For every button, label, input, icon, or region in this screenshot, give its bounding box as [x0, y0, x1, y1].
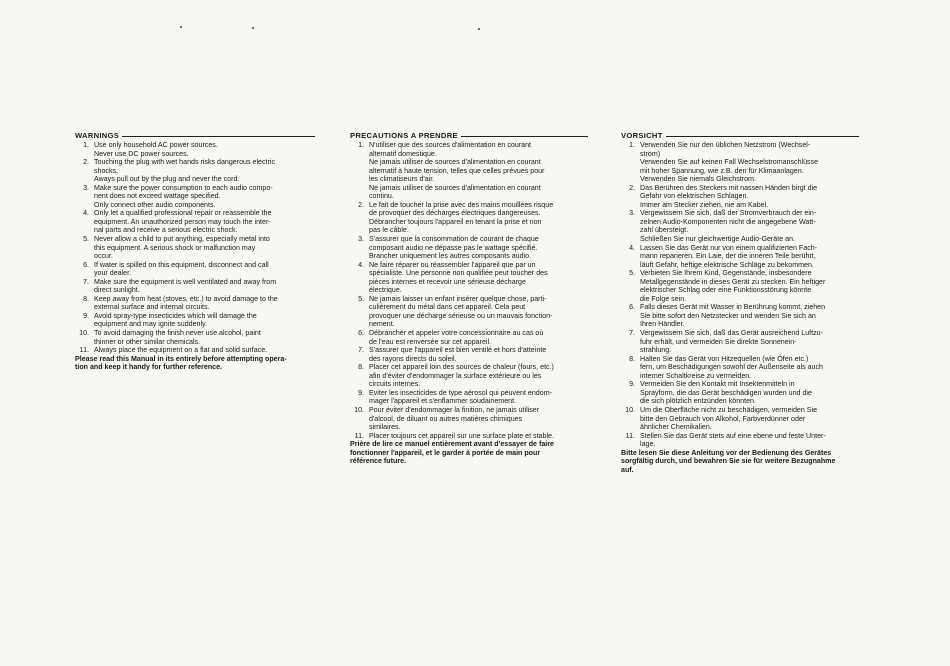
precautions-heading	[350, 131, 588, 140]
list-item	[621, 141, 859, 184]
item-text: Placer toujours cet appareil sur une surface plate et stable.	[369, 431, 554, 440]
heading-rule	[666, 136, 859, 137]
item-number: 11.	[354, 431, 364, 440]
list-item	[75, 295, 315, 312]
list-item	[621, 355, 859, 381]
item-text: Falls dieses Gerät mit Wasser in Berührung kommt, ziehen Sie bitte sofort den Netzstecker und wenden Sie sich an Ihren Händler.	[640, 303, 826, 329]
warnings-heading	[75, 131, 315, 140]
item-text: Make sure the power consumption to each audio compo- nent does not exceed wattage specified. Only connect other audio components.	[94, 183, 273, 209]
item-text: S'assurer que l'appareil est bien ventilé et hors d'atteinte des rayons directs du soleil.	[369, 346, 547, 363]
list-item	[621, 269, 859, 303]
vorsicht-closing-note: Bitte lesen Sie diese Anleitung vor der Bedienung des Gerätes sorgfältig durch, und bewahren Sie sie für weitere Bezugnahme auf.	[621, 448, 836, 474]
list-item	[350, 432, 588, 441]
item-text: Avoid spray-type insecticides which will damage the equipment and may ignite suddenly.	[94, 311, 257, 329]
item-number: 7.	[629, 329, 635, 338]
list-item	[621, 244, 859, 270]
item-text: Ne jamais laisser un enfant insérer quelque chose, parti- culièrement du métal dans cet appareil. Cela peut provoquer une décharge sérieuse ou un mauvais fonction- nement.	[369, 294, 553, 329]
item-number: 9.	[629, 380, 635, 389]
item-number: 8.	[629, 354, 635, 363]
scan-speck	[478, 28, 480, 30]
item-number: 5.	[358, 294, 364, 303]
item-text: Vermeiden Sie den Kontakt mit Insektenmitteln in Sprayform, die das Gerät beschädigen wurden und die die sich plötzlich entzünden könnten.	[640, 380, 812, 406]
item-text: Débrancher et appeler votre concessionnaire au cas où de l'eau est renversée sur cet appareil.	[369, 329, 544, 346]
list-item	[350, 363, 588, 389]
list-item	[350, 295, 588, 329]
item-number: 10.	[625, 405, 635, 414]
list-item	[75, 261, 315, 278]
list-item	[350, 235, 588, 261]
item-number: 11.	[625, 431, 635, 440]
list-item	[621, 380, 859, 406]
list-item	[75, 158, 315, 184]
item-number: 2.	[358, 200, 364, 209]
item-number: 5.	[83, 235, 89, 244]
list-item	[621, 184, 859, 210]
item-number: 3.	[83, 183, 89, 192]
list-item	[350, 406, 588, 432]
precautions-title: PRECAUTIONS A PRENDRE	[350, 131, 458, 140]
list-item	[75, 346, 315, 355]
list-item	[621, 303, 859, 329]
item-text: Placer cet appareil loin des sources de chaleur (fours, etc.) afin d'éviter d'endommager la surface extérieure ou les circuits internes.	[369, 363, 554, 389]
vorsicht-heading	[621, 131, 859, 140]
list-item	[75, 141, 315, 158]
item-text: Das Berühren des Steckers mit nassen Händen birgt die Gefahr von elektrischen Schlagen. Immer am Stecker ziehen, nie am Kabel.	[640, 183, 818, 209]
item-text: Halten Sie das Gerät von Hitzequellen (wie Öfen etc.) fern, um Beschädigungen sowohl der Außenseite als auch interner Schaltkreise zu vermeiden.	[640, 354, 823, 380]
item-text: Verbieten Sie Ihrem Kind, Gegenstände, insbesondere Metallgegenstände in dieses Gerät zu stecken. Ein heftiger elektrischer Schlag oder eine Funktionsstörung könnte die Folge sein.	[640, 269, 826, 303]
item-text: Le fait de toucher la prise avec des mains mouillées risque de provoquer des décharges électriques dangereuses. Débrancher toujours l'appareil en tenant la prise et non pas le câble.	[369, 200, 554, 235]
list-item	[75, 312, 315, 329]
item-number: 3.	[629, 209, 635, 218]
list-item	[75, 235, 315, 261]
item-number: 7.	[358, 346, 364, 355]
item-text: Verwenden Sie nur den üblichen Netzstrom (Wechsel- strom) Verwenden Sie auf keinen Fall Wechselstromanschlüsse mit hoher Spannung, wie z.B. den für Klimaanlagen. Verwenden Sie niemals Gleichstrom.	[640, 141, 819, 184]
item-number: 11.	[79, 346, 89, 355]
precautions-list	[350, 141, 588, 440]
item-text: Only let a qualified professional repair or reassemble the equipment. An unauthorized person may touch the inter- nal parts and receive a serious electric shock.	[94, 209, 272, 235]
item-text: Stellen Sie das Gerät stets auf eine ebene und feste Unter- lage.	[640, 431, 826, 449]
item-number: 4.	[358, 260, 364, 269]
item-number: 1.	[83, 141, 89, 149]
item-number: 4.	[629, 243, 635, 252]
item-number: 8.	[358, 363, 364, 372]
scan-speck	[252, 27, 254, 29]
vorsicht-title: VORSICHT	[621, 131, 663, 140]
list-item	[350, 329, 588, 346]
precautions-section	[350, 131, 588, 466]
list-item	[621, 432, 859, 449]
item-text: Ne faire réparer ou réassembler l'appareil que par un spécialiste. Une personne non qualifiée peut toucher des pièces internes et recevoir une sérieuse décharge électrique.	[369, 260, 548, 295]
item-text: Use only household AC power sources. Never use DC power sources.	[94, 141, 218, 158]
item-text: Vergewissern Sie sich, daß das Gerät ausreichend Luftzu- fuhr erhält, und vermeiden Sie direkte Sonnenein- strahlung.	[640, 329, 823, 355]
item-number: 10.	[354, 405, 364, 414]
item-text: Pour éviter d'endommager la finition, ne jamais utiliser d'alcool, de diluant ou autres matières chimiques similaires.	[369, 405, 540, 432]
item-text: To avoid damaging the finish never use alcohol, paint thinner or other similar chemicals.	[94, 329, 261, 346]
list-item	[350, 261, 588, 295]
list-item	[75, 184, 315, 210]
item-number: 9.	[358, 388, 364, 397]
item-number: 2.	[629, 183, 635, 192]
item-number: 6.	[358, 329, 364, 338]
item-number: 8.	[83, 294, 89, 303]
item-text: Lassen Sie das Gerät nur von einem qualifizierten Fach- mann reparieren. Ein Laie, der die inneren Teile berührt, läuft Gefahr, heftige elektrische Schläge zu bekommen.	[640, 243, 818, 269]
item-number: 7.	[83, 277, 89, 286]
item-text: Touching the plug with wet hands risks dangerous electric shocks. Aways pull out by the plug and never the cord.	[94, 158, 275, 184]
warnings-closing-note: Please read this Manual in its entirely before attempting opera- tion and keep it handy for further reference.	[75, 354, 287, 372]
item-number: 2.	[83, 158, 89, 167]
warnings-title: WARNINGS	[75, 131, 120, 140]
list-item	[350, 346, 588, 363]
item-text: Vergewissern Sie sich, daß der Stromverbrauch der ein- zelnen Audio-Komponenten nicht die angegebene Watt- zahl übersteigt. Schließen Sie nur gleichwertige Audio-Geräte an.	[640, 209, 817, 244]
list-item	[350, 201, 588, 235]
item-number: 1.	[358, 141, 364, 149]
list-item	[621, 209, 859, 243]
list-item	[75, 209, 315, 235]
item-text: Never allow a child to put anything, especially metal into this equipment. A serious shock or malfunction may occur.	[94, 235, 270, 261]
warnings-section	[75, 131, 315, 372]
item-text: Always place the equipment on a flat and solid surface.	[94, 346, 268, 355]
item-number: 6.	[629, 303, 635, 312]
item-text: S'assurer que la consommation de courant de chaque composant audio ne dépasse pas le wattage spécifié. Brancher uniquement les autres composants audio.	[369, 235, 539, 261]
list-item	[621, 406, 859, 432]
item-number: 6.	[83, 260, 89, 269]
vorsicht-list	[621, 141, 859, 449]
list-item	[350, 141, 588, 201]
item-text: If water is spilled on this equipment, disconnect and call your dealer.	[94, 260, 269, 278]
list-item	[75, 329, 315, 346]
heading-rule	[122, 136, 315, 137]
precautions-closing-note: Prière de lire ce manuel entièrement avant d'essayer de faire fonctionner l'appareil, et le garder à portée de main pour référence future.	[350, 440, 554, 466]
item-number: 5.	[629, 269, 635, 278]
item-number: 4.	[83, 209, 89, 218]
item-text: Keep away from heat (stoves, etc.) to avoid damage to the external surface and internal circuits.	[94, 294, 278, 312]
list-item	[75, 278, 315, 295]
item-text: Eviter les insecticides de type aérosol qui peuvent endom- mager l'appareil et s'enflammer soudainement.	[369, 388, 552, 406]
vorsicht-section	[621, 131, 859, 474]
item-number: 9.	[83, 311, 89, 320]
item-text: N'utiliser que des sources d'alimentation en courant alternatif domestique. Ne jamais utiliser de sources d'alimentation en courant alternatif à haute tension, telles que celles prévues pour les climatiseurs d'air. Ne jamais utiliser de sources d'alimentation en courant continu.	[369, 141, 545, 201]
item-number: 1.	[629, 141, 635, 149]
warnings-list	[75, 141, 315, 355]
item-text: Um die Oberfläche nicht zu beschädigen, vermeiden Sie bitte den Gebrauch von Alkohol, Farbverdünner oder ähnlicher Chemikalien.	[640, 405, 818, 432]
list-item	[621, 329, 859, 355]
list-item	[350, 389, 588, 406]
item-text: Make sure the equipment is well ventilated and away from direct sunlight.	[94, 277, 277, 295]
item-number: 3.	[358, 235, 364, 244]
scan-speck	[180, 26, 182, 28]
item-number: 10.	[79, 329, 89, 338]
heading-rule	[461, 136, 588, 137]
